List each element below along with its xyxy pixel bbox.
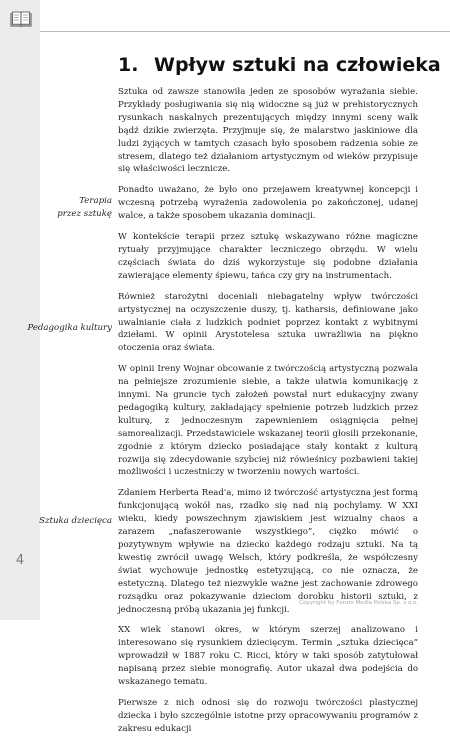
paragraph: Zdaniem Herberta Read'a, mimo iż twórczość artystyczna jest formą funkcjonującą wokół nas, rzadko się nad nią pochylamy. W XXI wieku, kiedy powszechnym zjawiskiem jest wizualny chaos a zarazem „nafaszerowanie wszystkiego”, ciężko mówić o pozytywnym wpływie na dziecko każdego rodzaju sztuki. Na tą kwestię zwrócił uwagę Welsch, który podkreśla, że współczesny świat wychowuje jednostkę estetyzującą, co nie oznacza, że estetyczną. Dlatego też niezwykle ważne jest zachowanie zdrowego rozsądku oraz pokazywanie dzieciom dorobku historii sztuki, z jednoczesną próbą ukazania jej funkcji. [118, 488, 418, 615]
margin-note-therapy-line1: Terapia [79, 196, 112, 206]
side-strip [0, 0, 40, 620]
margin-note-child-art: Sztuka dziecięca [39, 516, 112, 526]
paragraph: Ponadto uważano, że było ono przejawem kreatywnej koncepcji i wczesną potrzebą wyrażenia zadowolenia po zakończonej, udanej walce, a także sposobem ukazania dominacji. [118, 185, 418, 222]
paragraph: Pierwsze z nich odnosi się do rozwoju twórczości plastycznej dziecka i było szczególnie istotne przy opracowywaniu programów z zakresu edukacji [118, 697, 418, 734]
chapter-title [118, 54, 441, 76]
margin-note-therapy [57, 195, 112, 221]
paragraph: XX wiek stanowi okres, w którym szerzej analizowano i interesowano się rysunkiem dziecięcym. Termin „sztuka dziecięca” wprowadził w 1887 roku C. Ricci, który w taki sposób zatytułował napisaną przez siebie monografię. Autor ukazał dwa podejścia do wskazanego tematu. [118, 625, 418, 688]
page-number: 4 [15, 553, 25, 568]
paragraph: W opinii Ireny Wojnar obcowanie z twórczością artystyczną pozwala na pełniejsze zrozumienie siebie, a także ułatwia komunikację z innymi. Na gruncie tych założeń powstał nurt edukacyjny zwany pedagogiką kultury, zakładający spełnienie potrzeb ludzkich przez kulturę, z jednoczesnym zapewnieniem osiągnięcia pełnej samorealizacji. Przedstawiciele wskazanej teorii głosili przekonanie, zgodnie z którym dziecko posiadające stały kontakt z kulturą rozwija się zdecydowanie szybciej niż rówieśnicy pozbawieni takiej możliwości i uczestniczy w tworzeniu nowych wartości. [118, 364, 418, 478]
margin-note-pedagogy: Pedagogika kultury [27, 323, 112, 333]
paragraph: Sztuka od zawsze stanowiła jeden ze sposobów wyrażania siebie. Przykłady posługiwania się nią widoczne są już w prehistorycznych rysunkach naskalnych prezentujących między innymi sceny walk bądź dzikie zwierzęta. Przyjmuje się, że malarstwo jaskiniowe dla ludzi żyjących w tamtych czasach było sposobem radzenia sobie ze stresem, dlatego też działaniom artystycznym od wieków przypisuje się właściwości lecznicze. [118, 87, 418, 175]
header-rule [40, 31, 450, 32]
copyright-footer: Copyright by Forum Media Polska Sp. z o.o. [299, 600, 418, 606]
body-text [118, 86, 418, 744]
paragraph: W kontekście terapii przez sztukę wskazywano różne magiczne rytuały przyjmujące charakter leczniczego obrzędu. W wielu częściach świata do dziś wykorzystuje się podobne działania zawierające elementy śpiewu, tańca czy gry na instrumentach. [118, 232, 418, 281]
chapter-number: 1. [118, 54, 139, 76]
book-icon [10, 10, 32, 28]
margin-note-therapy-line2: przez sztukę [57, 208, 112, 219]
paragraph: Również starożytni doceniali niebagatelny wpływ twórczości artystycznej na oczyszczenie duszy, tj. katharsis, definiowane jako uwalnianie ciała z ludzkich podniet poprzez kontakt z wybitnymi dziełami. W opinii Arystotelesa sztuka uwrażliwia na piękno otoczenia oraz świata. [118, 291, 418, 354]
chapter-title-text: Wpływ sztuki na człowieka [154, 54, 441, 76]
